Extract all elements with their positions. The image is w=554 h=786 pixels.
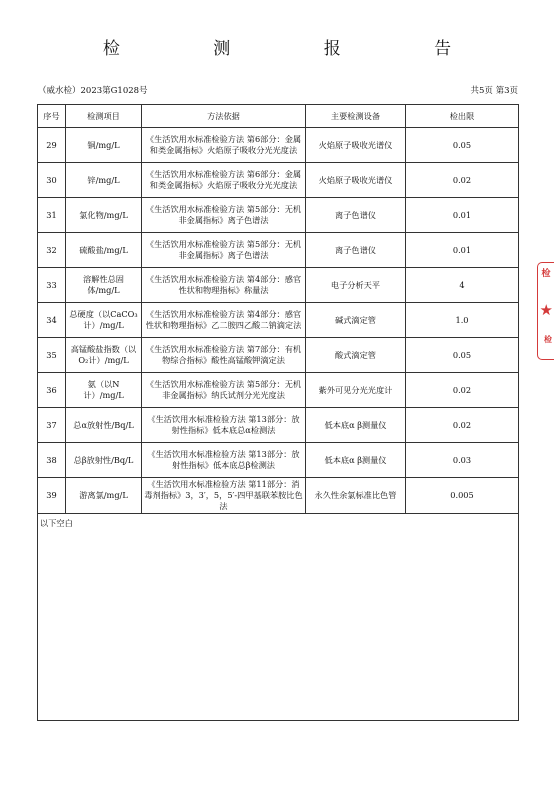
row-equipment: 碱式滴定管 [306, 303, 406, 338]
row-method: 《生活饮用水标准检验方法 第4部分：感官性状和物理指标》称量法 [142, 268, 306, 303]
table-row [38, 373, 519, 408]
row-limit: 1.0 [406, 303, 519, 338]
table-row [38, 233, 519, 268]
row-method: 《生活饮用水标准检验方法 第5部分：无机非金属指标》离子色谱法 [142, 198, 306, 233]
report-title: 检 测 报 告 [102, 39, 496, 59]
row-equipment: 电子分析天平 [306, 268, 406, 303]
table-row [38, 303, 519, 338]
row-method: 《生活饮用水标准检验方法 第11部分：消毒剂指标》3，3′，5，5′-四甲基联苯胺比色法 [142, 478, 306, 514]
table-row [38, 198, 519, 233]
table-row [38, 128, 519, 163]
row-equipment: 火焰原子吸收光谱仪 [306, 128, 406, 163]
row-method: 《生活饮用水标准检验方法 第13部分：放射性指标》低本底总α检测法 [142, 408, 306, 443]
row-no: 31 [38, 198, 66, 233]
header-item: 检测项目 [66, 105, 142, 128]
report-number: （威水检）2023第G1028号 [38, 86, 148, 96]
row-equipment: 酸式滴定管 [306, 338, 406, 373]
row-no: 39 [38, 478, 66, 514]
table-row [38, 408, 519, 443]
row-no: 32 [38, 233, 66, 268]
header-method: 方法依据 [142, 105, 306, 128]
row-equipment: 低本底α β测量仪 [306, 408, 406, 443]
row-item: 总β放射性/Bq/L [66, 443, 142, 478]
row-item: 总硬度（以CaCO₃计）/mg/L [66, 303, 142, 338]
row-limit: 0.005 [406, 478, 519, 514]
header-equipment: 主要检测设备 [306, 105, 406, 128]
row-item: 高锰酸盐指数（以O₂计）/mg/L [66, 338, 142, 373]
row-limit: 4 [406, 268, 519, 303]
row-no: 34 [38, 303, 66, 338]
table-row [38, 443, 519, 478]
row-item: 硫酸盐/mg/L [66, 233, 142, 268]
header-limit: 检出限 [406, 105, 519, 128]
row-no: 33 [38, 268, 66, 303]
row-item: 总α放射性/Bq/L [66, 408, 142, 443]
header-no: 序号 [38, 105, 66, 128]
row-method: 《生活饮用水标准检验方法 第4部分：感官性状和物理指标》乙二胺四乙酸二钠滴定法 [142, 303, 306, 338]
row-item: 氯化物/mg/L [66, 198, 142, 233]
row-item: 铜/mg/L [66, 128, 142, 163]
row-equipment: 火焰原子吸收光谱仪 [306, 163, 406, 198]
row-limit: 0.03 [406, 443, 519, 478]
row-equipment: 离子色谱仪 [306, 198, 406, 233]
row-no: 38 [38, 443, 66, 478]
stamp-text-top: 检 [541, 269, 551, 279]
table-row [38, 268, 519, 303]
row-limit: 0.02 [406, 408, 519, 443]
row-item: 游离氯/mg/L [66, 478, 142, 514]
row-equipment: 离子色谱仪 [306, 233, 406, 268]
row-equipment: 低本底α β测量仪 [306, 443, 406, 478]
row-method: 《生活饮用水标准检验方法 第6部分：金属和类金属指标》火焰原子吸收分光光度法 [142, 163, 306, 198]
row-method: 《生活饮用水标准检验方法 第13部分：放射性指标》低本底总β检测法 [142, 443, 306, 478]
page-info: 共5页 第3页 [470, 86, 518, 96]
row-item: 锌/mg/L [66, 163, 142, 198]
table-row [38, 338, 519, 373]
end-note: 以下空白 [38, 514, 519, 721]
stamp-text-bottom: 检 [544, 334, 552, 344]
row-limit: 0.01 [406, 233, 519, 268]
row-no: 36 [38, 373, 66, 408]
row-no: 30 [38, 163, 66, 198]
table-header-row [38, 105, 519, 128]
row-no: 29 [38, 128, 66, 163]
row-limit: 0.05 [406, 338, 519, 373]
row-limit: 0.05 [406, 128, 519, 163]
table-row [38, 163, 519, 198]
row-equipment: 紫外可见分光光度计 [306, 373, 406, 408]
row-limit: 0.02 [406, 373, 519, 408]
row-limit: 0.02 [406, 163, 519, 198]
row-equipment: 永久性余氯标准比色管 [306, 478, 406, 514]
row-no: 37 [38, 408, 66, 443]
test-methods-table [37, 104, 519, 721]
row-no: 35 [38, 338, 66, 373]
row-method: 《生活饮用水标准检验方法 第5部分：无机非金属指标》纳氏试剂分光光度法 [142, 373, 306, 408]
row-method: 《生活饮用水标准检验方法 第5部分：无机非金属指标》离子色谱法 [142, 233, 306, 268]
blank-row [38, 514, 519, 721]
row-limit: 0.01 [406, 198, 519, 233]
row-item: 氨（以N计）/mg/L [66, 373, 142, 408]
star-icon: ★ [539, 301, 553, 319]
table-row [38, 478, 519, 514]
row-item: 溶解性总固体/mg/L [66, 268, 142, 303]
row-method: 《生活饮用水标准检验方法 第6部分：金属和类金属指标》火焰原子吸收分光光度法 [142, 128, 306, 163]
row-method: 《生活饮用水标准检验方法 第7部分：有机物综合指标》酸性高锰酸钾滴定法 [142, 338, 306, 373]
